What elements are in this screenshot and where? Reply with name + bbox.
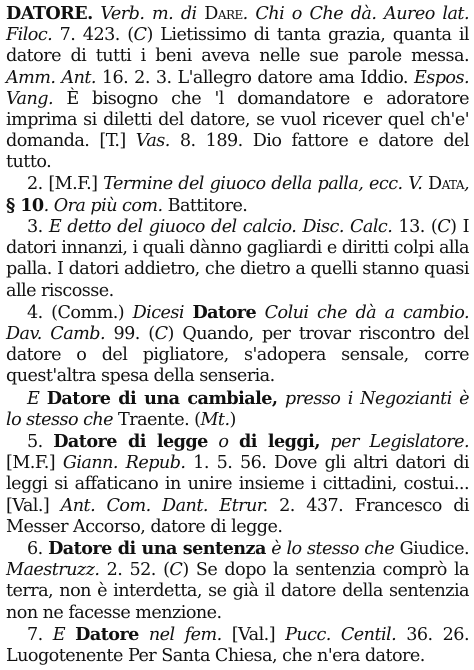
dictionary-entry-datore [6,3,469,667]
text-run: Traente. ( [113,409,201,430]
text-run: ) I datori innanzi, i quali dànno gagliardi e diritti colpi alla palla. I datori addietro, che dietro a quelli stanno quasi alle riscosse. [6,217,469,301]
text-run: Maestruzz. [6,560,100,581]
text-run: . Chi o Che dà. Aureo lat. Filoc. [6,4,469,46]
text-run: ) Quando, per trovar riscontro del datore o del pigliatore, s'adopera sensale, corre quest'altra spesa della senseria. [6,324,469,387]
text-run: 4. (Comm.) [27,302,133,323]
text-run: 36. 26. Luogotenente Per Santa Chiesa, che n'era datore. [6,624,469,667]
text-run: [Val.] [221,624,286,645]
text-run: DATORE. [6,3,93,24]
text-run: E [27,388,47,409]
text-run: C [437,217,451,238]
text-run: C [169,560,183,581]
text-run: C [133,25,147,46]
text-run: Verb. m. di [100,4,205,24]
text-run: Datore di una cambiale, [46,387,278,409]
entry-sense-0 [6,3,469,174]
entry-sense-4 [6,388,469,431]
text-run: 2. [M.F.] [27,173,104,194]
text-run: Mt. [200,409,230,430]
entry-sense-6 [6,538,469,624]
text-run: 13. ( [392,217,438,238]
text-run: Espos. Vang. [6,67,469,109]
text-run: 7. [27,624,53,645]
text-run: , [463,173,470,194]
text-run: Vas. [135,131,170,152]
text-run: Colui che dà a cambio. Dav. Camb. [6,302,469,345]
text-run: 5. [27,432,54,453]
entry-sense-2 [6,217,469,302]
text-run: Datore [192,301,257,323]
text-run: Datore di una sentenza [48,538,266,560]
entry-sense-3 [6,302,469,388]
text-run: ) Lietissimo di tanta grazia, quanta il datore di tutti i beni aveva nelle sue parole messa. [6,25,469,67]
text-run: ) [229,409,236,430]
text-run: 2. 437. Francesco di Messer Accorso, datore di legge. [6,495,469,537]
text-run: o [207,432,239,453]
text-run: nel fem. [138,624,222,645]
text-run: 6. [27,539,49,560]
text-run: presso i Negozianti è lo stesso che [6,388,470,430]
entry-sense-5 [6,431,469,538]
text-run: Pucc. Centil. [285,624,397,645]
text-run: È bisogno che 'l domandatore e adoratore imprima si diletti del datore, se vuol ricever quel ch'e' domanda. [T.] [6,88,469,152]
text-run: Giann. Repub. [62,453,186,474]
text-run: 2. 52. ( [99,560,170,581]
text-run: 99. ( [105,324,155,345]
text-run: per Legislatore. [319,432,469,453]
text-run: ) Se dopo la sentenzia comprò la terra, non è interdetta, se già il datore della sentenzia non ne facesse menzione. [6,560,469,623]
text-run: [M.F.] [6,453,63,474]
entry-sense-1 [6,174,469,217]
text-run: 3. [27,217,49,238]
text-run: Amm. Ant. [6,67,96,88]
text-run: Dare [204,4,243,24]
text-run: Battitore. [162,195,248,216]
text-run: C [154,324,168,345]
text-run: 7. 423. ( [52,25,134,46]
text-run: E [52,624,76,645]
text-run: 16. 2. 3. L'allegro datore ama Iddio. [95,67,414,88]
text-run: è lo stesso che [265,539,395,560]
text-run: 1. 5. 56. Dove gli altri datori di leggi si affaticano in unire insieme i cittadini, costui... [Val.] [6,453,469,516]
text-run: Termine del giuoco della palla, ecc. V. [103,173,429,194]
text-run: Giudice. [394,539,469,560]
text-run: § 10 [6,194,44,216]
text-run: Ant. Com. Dant. Etrur. [60,495,268,516]
text-run: Datore [75,623,139,645]
text-run: . Ora più com. [43,195,163,216]
text-run: 8. 189. Dio fattore e datore del tutto. [6,131,469,173]
text-run: Datore di legge [53,431,208,453]
text-run: Dicesi [132,302,193,323]
entry-sense-7 [6,624,469,667]
text-run: di leggi, [238,431,320,453]
text-run: Data [428,173,464,194]
text-run: E detto del giuoco del calcio. Disc. Calc. [48,217,393,238]
